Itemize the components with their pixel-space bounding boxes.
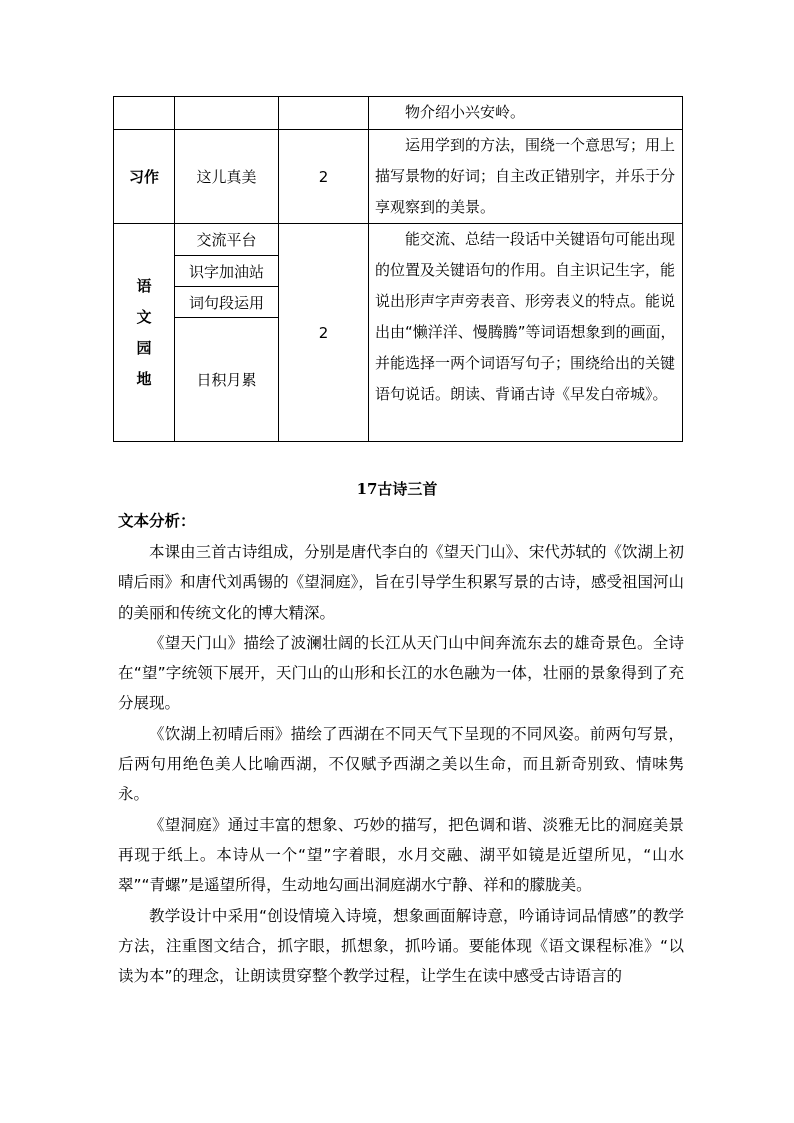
item-cell: 这儿真美 — [175, 130, 279, 224]
table-row — [114, 97, 683, 130]
item-cell: 词句段运用 — [175, 287, 279, 318]
item-cell — [175, 97, 279, 130]
paragraph: 教学设计中采用“创设情境入诗境，想象画面解诗意，吟诵诗词品情感”的教学方法，注重图文结合，抓字眼，抓想象，抓吟诵。要能体现《语文课程标准》“以读为本”的理念，让朗读贯穿整个教学过程，让学生在读中感受古诗语言的 — [118, 906, 684, 986]
category-char: 语 — [136, 276, 152, 295]
description-cell — [369, 97, 683, 130]
category-cell: 习作 — [114, 130, 175, 224]
paragraph: 《望天门山》描绘了波澜壮阔的长江从天门山中间奔流东去的雄奇景色。全诗在“望”字统领下展开，天门山的山形和长江的水色融为一体，壮丽的景象得到了充分展现。 — [118, 633, 684, 713]
paragraph: 本课由三首古诗组成，分别是唐代李白的《望天门山》、宋代苏轼的《饮湖上初晴后雨》和唐代刘禹锡的《望洞庭》，旨在引导学生积累写景的古诗，感受祖国河山的美丽和传统文化的博大精深。 — [118, 543, 684, 622]
category-char: 园 — [136, 338, 152, 357]
description-text: 物介绍小兴安岭。 — [405, 103, 526, 121]
hours-cell: 2 — [279, 224, 369, 442]
hours-cell — [279, 97, 369, 130]
table-row — [114, 224, 683, 256]
category-char: 文 — [136, 307, 152, 326]
description-text: 能交流、总结一段话中关键语句可能出现的位置及关键语句的作用。自主识记生字，能说出形声字声旁表音、形旁表义的特点。能说出由“懒洋洋、慢腾腾”等词语想象到的画面，并能选择一两个词语写句子；围绕给出的关键语句说话。朗读、背诵古诗《早发白帝城》。 — [375, 230, 676, 403]
category-cell — [114, 224, 175, 442]
body-text — [118, 537, 684, 991]
table-row — [114, 130, 683, 224]
lesson-plan-table — [113, 96, 683, 442]
paragraph: 《望洞庭》通过丰富的想象、巧妙的描写，把色调和谐、淡雅无比的洞庭美景再现于纸上。本诗从一个“望”字着眼，水月交融、湖平如镜是近望所见，“山水翠”“青螺”是遥望所得，生动地勾画出洞庭湖水宁静、祥和的朦胧美。 — [118, 815, 684, 895]
description-cell — [369, 130, 683, 224]
category-char: 地 — [136, 369, 152, 388]
item-cell: 交流平台 — [175, 224, 279, 256]
item-cell: 识字加油站 — [175, 256, 279, 287]
paragraph: 《饮湖上初晴后雨》描绘了西湖在不同天气下呈现的不同风姿。前两句写景，后两句用绝色美人比喻西湖，不仅赋予西湖之美以生命，而且新奇别致、情味隽永。 — [118, 724, 684, 804]
item-cell: 日积月累 — [175, 318, 279, 442]
description-cell — [369, 224, 683, 442]
description-text: 运用学到的方法，围绕一个意思写；用上描写景物的好词；自主改正错别字，并乐于分享观察到的美景。 — [375, 136, 676, 216]
section-heading: 文本分析： — [118, 512, 196, 530]
lesson-title: 17古诗三首 — [356, 480, 438, 498]
category-cell — [114, 97, 175, 130]
hours-cell: 2 — [279, 130, 369, 224]
